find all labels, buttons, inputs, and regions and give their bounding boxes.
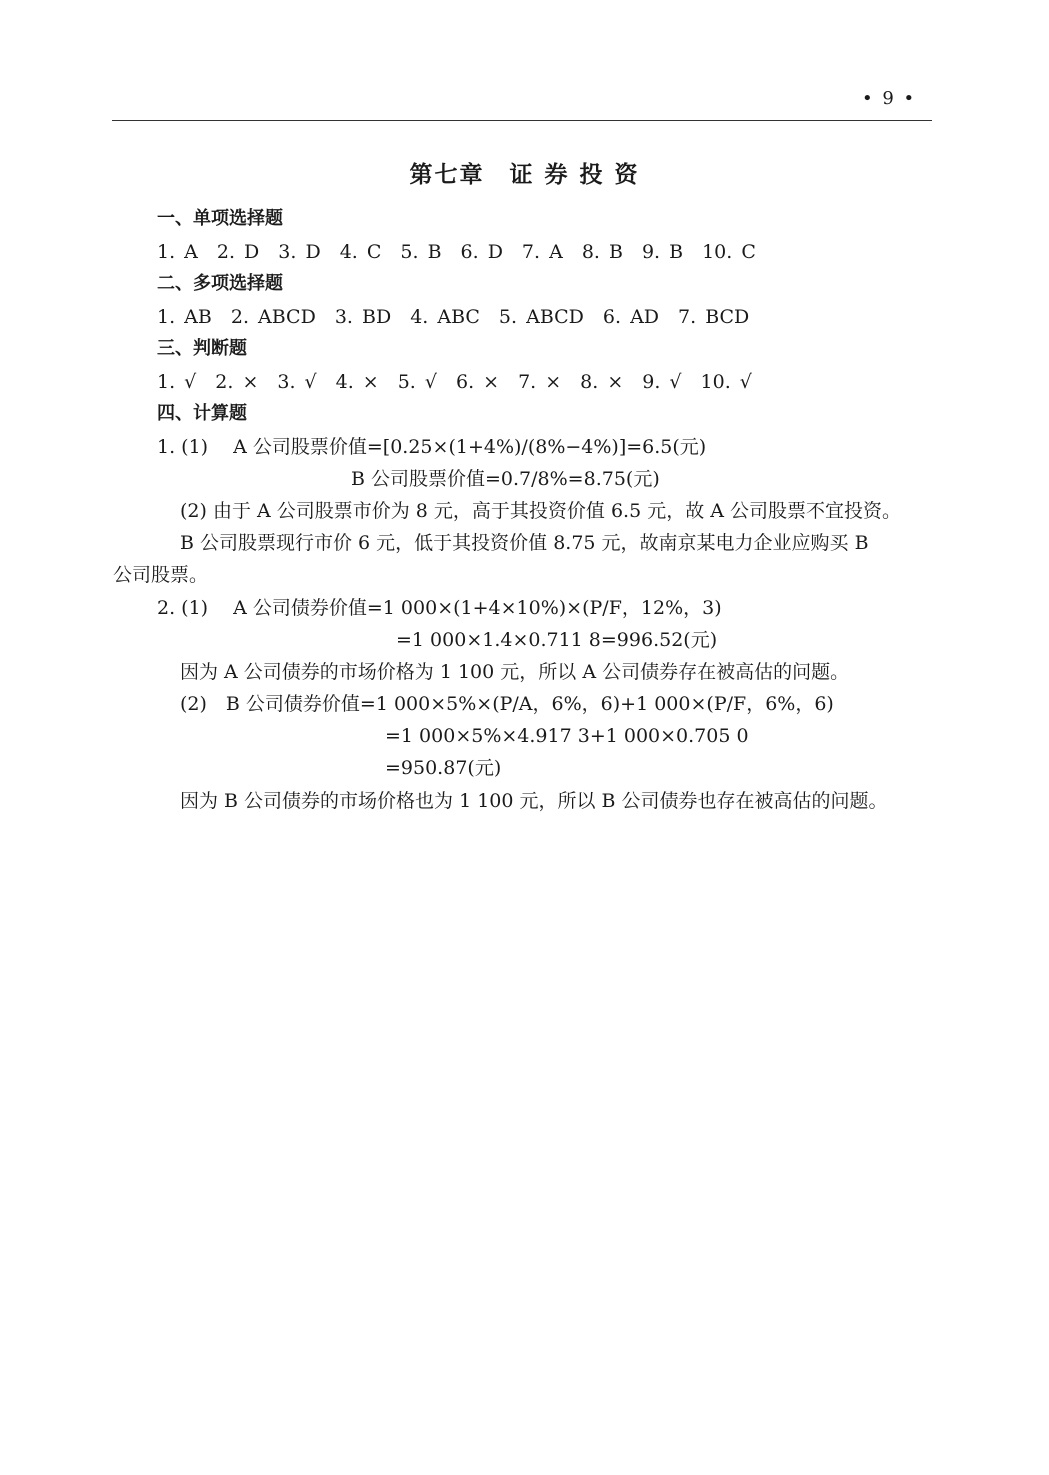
section-heading-single-choice: 一、单项选择题 (157, 208, 283, 229)
true-false-answers: 1. √ 2. × 3. √ 4. × 5. √ 6. × 7. × 8. × 9. √ 10. √ (157, 371, 752, 393)
section-heading-true-false: 三、判断题 (157, 338, 247, 359)
q2-line-6: =950.87(元) (385, 757, 502, 779)
q1-line-5: 公司股票。 (113, 564, 209, 586)
section-heading-calculation: 四、计算题 (157, 403, 247, 424)
q1-line-4: B 公司股票现行市价 6 元，低于其投资价值 8.75 元，故南京某电力企业应购买 B (180, 532, 869, 554)
q1-line-3: (2) 由于 A 公司股票市价为 8 元，高于其投资价值 6.5 元，故 A 公司股票不宜投资。 (180, 500, 902, 522)
chapter-title: 第七章 证 券 投 资 (409, 161, 640, 188)
q2-line-1: 2. (1) A 公司债券价值=1 000×(1+4×10%)×(P/F，12%，3) (157, 597, 722, 619)
q2-line-7: 因为 B 公司债券的市场价格也为 1 100 元，所以 B 公司债券也存在被高估的问题。 (180, 790, 888, 812)
q2-line-4: (2) B 公司债券价值=1 000×5%×(P/A，6%，6)+1 000×(P/F，6%，6) (180, 693, 834, 715)
q2-line-2: =1 000×1.4×0.711 8=996.52(元) (396, 629, 718, 651)
q2-line-5: =1 000×5%×4.917 3+1 000×0.705 0 (385, 725, 749, 747)
page-number: • 9 • (862, 88, 917, 109)
header-rule (112, 120, 932, 121)
multiple-choice-answers: 1. AB 2. ABCD 3. BD 4. ABC 5. ABCD 6. AD 7. BCD (157, 306, 750, 328)
q1-line-2: B 公司股票价值=0.7/8%=8.75(元) (351, 468, 660, 490)
q2-line-3: 因为 A 公司债券的市场价格为 1 100 元，所以 A 公司债券存在被高估的问题。 (180, 661, 850, 683)
q1-line-1: 1. (1) A 公司股票价值=[0.25×(1+4%)/(8%−4%)]=6.5(元) (157, 436, 707, 458)
section-heading-multiple-choice: 二、多项选择题 (157, 273, 283, 294)
single-choice-answers: 1. A 2. D 3. D 4. C 5. B 6. D 7. A 8. B 9. B 10. C (157, 241, 756, 263)
